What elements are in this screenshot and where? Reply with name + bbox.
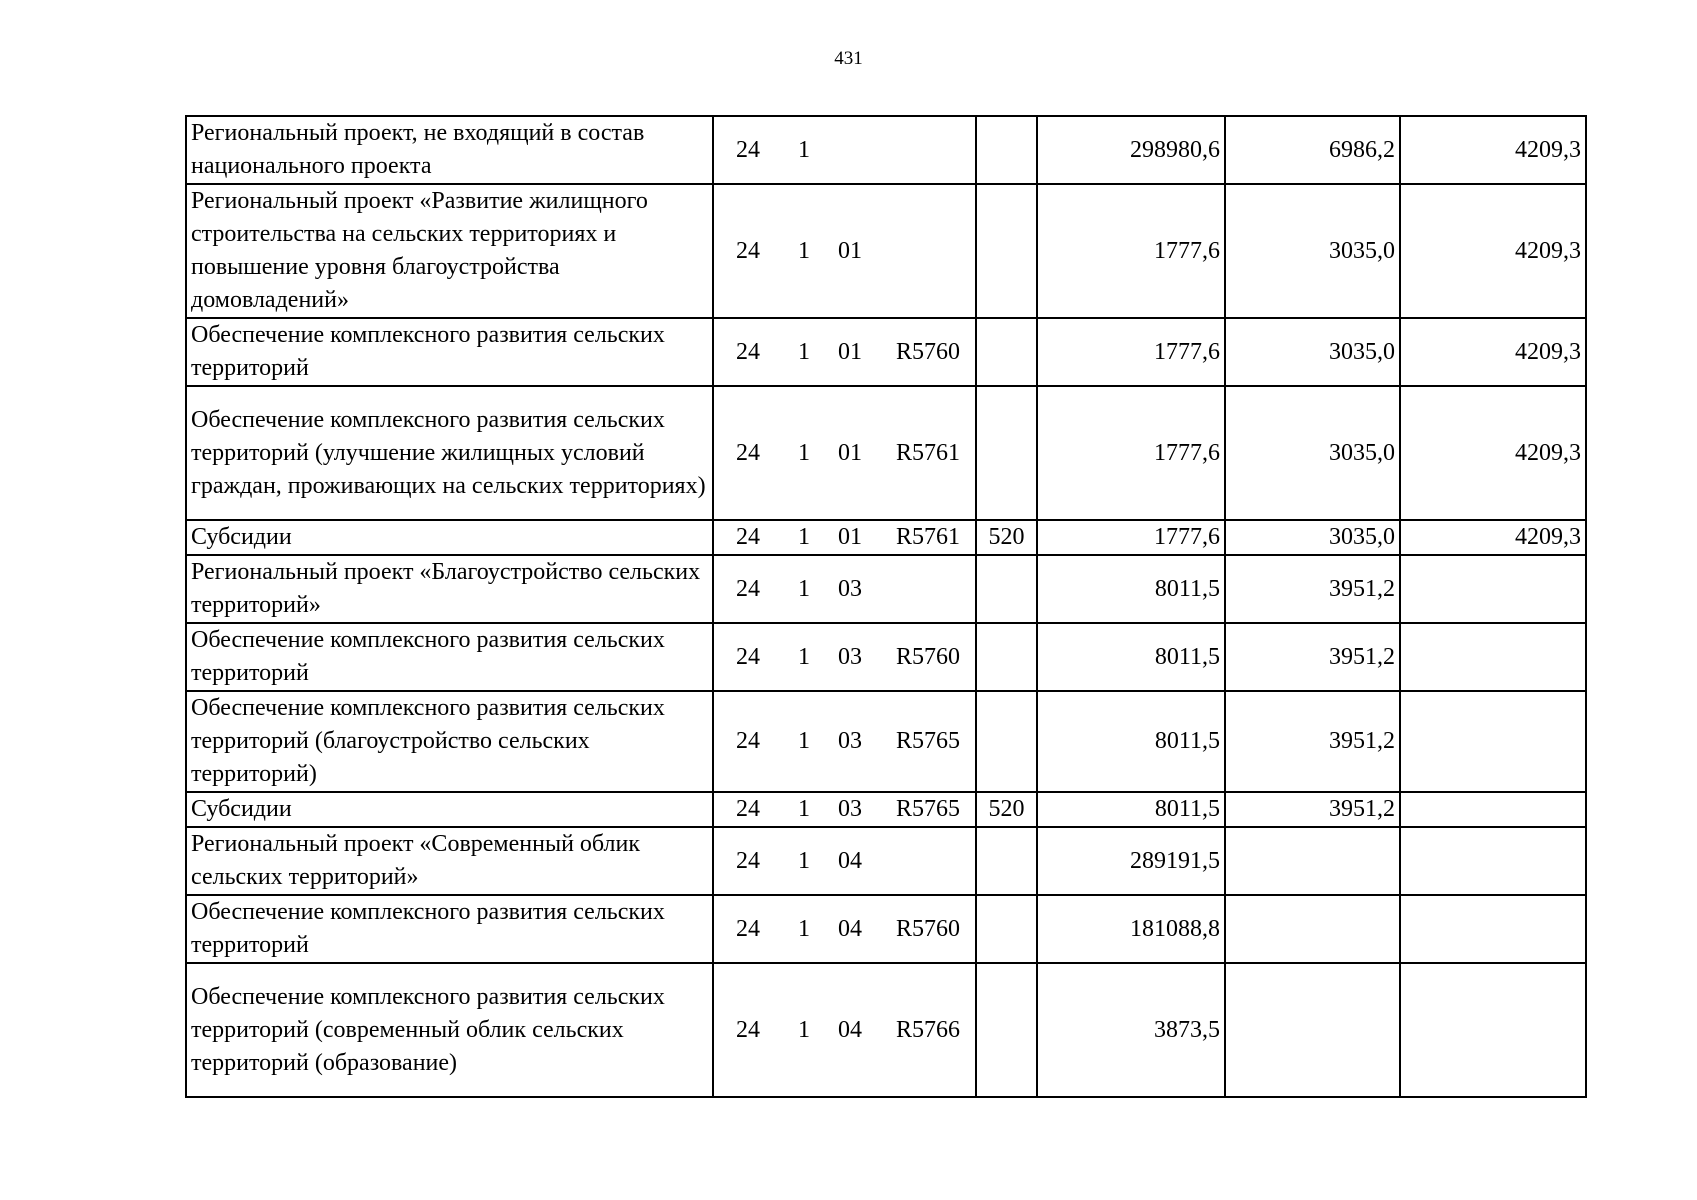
table-row [186, 116, 1586, 184]
table-row [186, 691, 1586, 792]
value-cell: 1777,6 [1037, 318, 1225, 386]
value-cell: 3035,0 [1225, 520, 1400, 555]
code-part: 24 [736, 728, 760, 754]
code-part: 01 [838, 338, 862, 365]
code-cell [713, 386, 976, 520]
value-cell [1400, 691, 1586, 792]
code-part: R5760 [896, 915, 961, 942]
table-row [186, 555, 1586, 623]
table-row [186, 184, 1586, 318]
value-cell: 3035,0 [1225, 386, 1400, 520]
kvr-cell [976, 895, 1037, 963]
value-cell: 1777,6 [1037, 386, 1225, 520]
budget-table [185, 115, 1587, 1098]
kvr-cell [976, 691, 1037, 792]
value-cell: 3035,0 [1225, 184, 1400, 318]
row-name: Обеспечение комплексного развития сельских территорий [186, 318, 713, 386]
value-cell [1400, 623, 1586, 691]
code-part: R5760 [896, 643, 961, 670]
code-part: 01 [838, 237, 862, 264]
row-name: Региональный проект, не входящий в состав национального проекта [186, 116, 713, 184]
row-name: Обеспечение комплексного развития сельских территорий (современный облик сельских территорий (образование) [186, 963, 713, 1097]
value-cell [1225, 963, 1400, 1097]
code-part: 1 [798, 796, 810, 822]
code-part: 24 [736, 338, 760, 365]
value-cell [1400, 792, 1586, 827]
code-part: 01 [838, 524, 862, 550]
table-row [186, 386, 1586, 520]
code-part: R5761 [896, 439, 961, 466]
kvr-cell [976, 116, 1037, 184]
row-name: Региональный проект «Благоустройство сельских территорий» [186, 555, 713, 623]
table-row [186, 963, 1586, 1097]
value-cell: 181088,8 [1037, 895, 1225, 963]
code-part: 03 [838, 575, 862, 602]
value-cell: 298980,6 [1037, 116, 1225, 184]
row-name: Региональный проект «Современный облик сельских территорий» [186, 827, 713, 895]
code-part: 24 [736, 1016, 760, 1043]
value-cell: 4209,3 [1400, 386, 1586, 520]
code-part: 1 [798, 728, 810, 754]
table-row [186, 827, 1586, 895]
code-part: 03 [838, 796, 862, 822]
value-cell: 3035,0 [1225, 318, 1400, 386]
value-cell: 1777,6 [1037, 184, 1225, 318]
code-part: R5760 [896, 338, 961, 365]
code-part: R5765 [896, 796, 961, 822]
code-cell [713, 963, 976, 1097]
table-row [186, 520, 1586, 555]
value-cell: 8011,5 [1037, 555, 1225, 623]
table-row [186, 318, 1586, 386]
code-part: 24 [736, 524, 760, 550]
page-number: 431 [834, 48, 863, 69]
kvr-cell [976, 184, 1037, 318]
code-part: 24 [736, 439, 760, 466]
kvr-cell [976, 623, 1037, 691]
code-part: 1 [798, 524, 810, 550]
code-part: 03 [838, 728, 862, 754]
row-name: Обеспечение комплексного развития сельских территорий [186, 895, 713, 963]
table-row [186, 895, 1586, 963]
value-cell: 8011,5 [1037, 792, 1225, 827]
code-part: R5765 [896, 728, 961, 754]
value-cell [1400, 963, 1586, 1097]
kvr-cell [976, 555, 1037, 623]
value-cell [1400, 895, 1586, 963]
value-cell [1225, 827, 1400, 895]
table-row [186, 792, 1586, 827]
value-cell: 4209,3 [1400, 318, 1586, 386]
code-cell [713, 318, 976, 386]
value-cell [1225, 895, 1400, 963]
value-cell [1400, 555, 1586, 623]
code-cell [713, 623, 976, 691]
value-cell [1400, 827, 1586, 895]
code-cell [713, 520, 976, 555]
value-cell: 289191,5 [1037, 827, 1225, 895]
kvr-cell [976, 318, 1037, 386]
code-part: 24 [736, 643, 760, 670]
row-name: Обеспечение комплексного развития сельских территорий [186, 623, 713, 691]
code-part: 24 [736, 796, 760, 822]
value-cell: 4209,3 [1400, 520, 1586, 555]
code-part: 1 [798, 643, 810, 670]
value-cell: 3873,5 [1037, 963, 1225, 1097]
code-part: 1 [798, 338, 810, 365]
code-part: 1 [798, 1016, 810, 1043]
value-cell: 4209,3 [1400, 184, 1586, 318]
code-cell [713, 184, 976, 318]
kvr-cell [976, 386, 1037, 520]
code-part: 1 [798, 847, 810, 874]
code-part: 24 [736, 847, 760, 874]
value-cell: 8011,5 [1037, 691, 1225, 792]
value-cell: 8011,5 [1037, 623, 1225, 691]
code-part: 1 [798, 136, 810, 163]
value-cell: 3951,2 [1225, 691, 1400, 792]
code-part: 1 [798, 439, 810, 466]
code-cell [713, 691, 976, 792]
code-part: 04 [838, 847, 862, 874]
code-part: R5761 [896, 524, 961, 550]
table-row [186, 623, 1586, 691]
row-name: Обеспечение комплексного развития сельских территорий (улучшение жилищных условий граждан, проживающих на сельских территориях) [186, 386, 713, 520]
value-cell: 3951,2 [1225, 555, 1400, 623]
code-part: 03 [838, 643, 862, 670]
value-cell: 6986,2 [1225, 116, 1400, 184]
code-part: 04 [838, 915, 862, 942]
code-part: 24 [736, 237, 760, 264]
code-part: 01 [838, 439, 862, 466]
code-cell [713, 895, 976, 963]
code-cell [713, 792, 976, 827]
row-name: Обеспечение комплексного развития сельских территорий (благоустройство сельских территорий) [186, 691, 713, 792]
row-name: Региональный проект «Развитие жилищного строительства на сельских территориях и повышение уровня благоустройства домовладений» [186, 184, 713, 318]
kvr-cell [976, 827, 1037, 895]
code-part: 1 [798, 575, 810, 602]
code-part: 04 [838, 1016, 862, 1043]
kvr-cell: 520 [976, 792, 1037, 827]
row-name: Субсидии [186, 520, 713, 555]
code-cell [713, 827, 976, 895]
kvr-cell: 520 [976, 520, 1037, 555]
value-cell: 4209,3 [1400, 116, 1586, 184]
row-name: Субсидии [186, 792, 713, 827]
code-part: 1 [798, 915, 810, 942]
code-part: 1 [798, 237, 810, 264]
value-cell: 1777,6 [1037, 520, 1225, 555]
code-part: 24 [736, 136, 760, 163]
code-part: 24 [736, 575, 760, 602]
value-cell: 3951,2 [1225, 623, 1400, 691]
kvr-cell [976, 963, 1037, 1097]
value-cell: 3951,2 [1225, 792, 1400, 827]
code-cell [713, 555, 976, 623]
code-cell [713, 116, 976, 184]
code-part: 24 [736, 915, 760, 942]
code-part: R5766 [896, 1016, 961, 1043]
